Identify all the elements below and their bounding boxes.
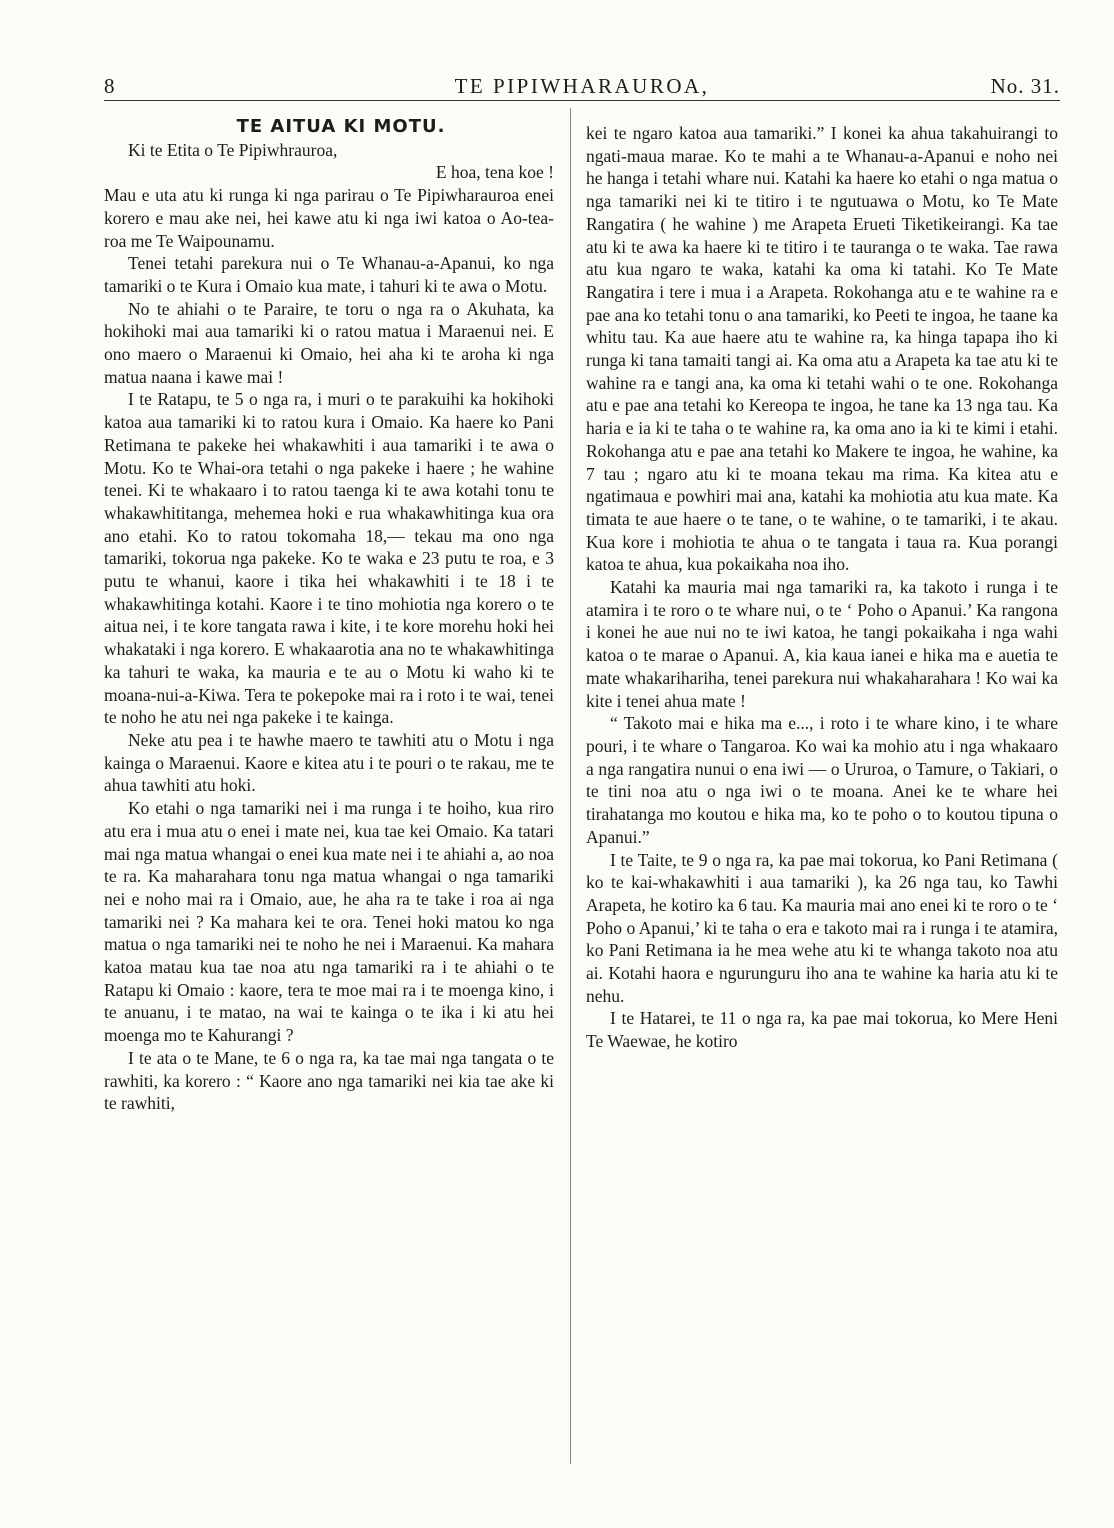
column-divider — [570, 108, 571, 1464]
paragraph: Ko etahi o nga tamariki nei i ma runga i te hoiho, kua riro atu era i mua atu o enei i mate nei, kua tae kei Omaio. Ka tatari mai nga matua whangai o enei kua mate nei i te ahiahi a, ao noa te ra. Ka maharahara tonu nga matua whangai o nga tamariki nei e noho mai ra i Omaio, aue, he aha ra te take i roa ai nga tamariki nei ? Ka mahara kei te ora. Tenei hoki matou ko nga matua o nga tamariki nei te noho he nei i Maraenui. Ka mahara katoa matau kua tae noa atu nga tamariki ra i te ahiahi o te Ratapu ki Omaio : kaore, tera te moe mai ra i te moenga kino, i te anuanu, i te matao, na wai te kainga o te ika i ki atu hei moenga mo te Kahurangi ? — [104, 798, 554, 1046]
paragraph: I te Ratapu, te 5 o nga ra, i muri o te parakuihi ka hokihoki katoa aua tamariki ki to ratou kura i Omaio. Ka haere ko Pani Retimana te pakeke hei whakawhiti i aua tamariki i te awa o Motu. Ko te Whai-ora tetahi o nga pakeke i haere ; he wahine tenei. Ki te whakaaro i to ratou taenga ki te awa kotahi tonu te whakawhititanga, mehemea hoki e rua whakawhitinga kua ora ano etahi. Ko to ratou tokomaha 18,— tekau ma ono nga tamariki, tokorua nga pakeke. Ko te waka e 23 putu te roa, e 3 putu te whanui, kaore i tika hei whakawhiti i te 18 i te whakawhitinga kotahi. Kaore i te tino mohiotia nga korero o te aitua nei, i te kore tangata rawa i kite, i te kore morehu hoki hei whakataki i nga korero. E whakaarotia ana no te whakawhitinga ka tahuri te waka, ka mauria e te au o Motu ki waho ki te moana-nui-a-Kiwa. Tera te pokepoke mai ra i roto i te wai, tenei te noho he atu nei nga pakeke i te kainga. — [104, 389, 554, 728]
greeting: E hoa, tena koe ! — [435, 162, 554, 183]
paragraph: Tenei tetahi parekura nui o Te Whanau-a-Apanui, ko nga tamariki o te Kura i Omaio kua mate, i tahuri ki te awa o Motu. — [104, 253, 554, 296]
salutation: Ki te Etita o Te Pipiwhrauroa, — [128, 139, 338, 160]
paragraph: kei te ngaro katoa aua tamariki.” I konei ka ahua takahuirangi to ngati-maua marae. Ko te mahi a te Whanau-a-Apanui e noho nei he hanga i tetahi whare nui. Katahi ka haere ko etahi o nga matua o nga tamariki nei ki te titiro i te ngutuawa o Motu, ko Te Mate Rangatira ( he wahine ) me Arapeta Erueti Tiketikeirangi. Ka tae atu ki te awa ka haere ki te titiro i te tauranga o te waka. Tae rawa atu kua ngaro te waka, katahi ka oma ki tatahi. Ko Te Mate Rangatira i tere i mua i a Arapeta. Rokohanga atu e te wahine ra e pae ana ko tetahi tonu o ana tamariki, ko Peeti te ingoa, he taane ka whitu tau. Ka aue haere atu te wahine ra, ka hinga tapapa iho ki runga ki tana tamaiti tangi ai. Ka oma atu a Arapeta ka tae atu ki te wahine ra e tangi ana, ka oma ki tetahi wahi o te one. Rokohanga atu e pae ana tetahi ko Kereopa te ingoa, he tane ka 13 nga tau. Ka haria e ia ki te taha o te wahine ra, ka oma ano ia ki te kimi i etahi. Rokohanga atu e pae ana tetahi ko Makere te ingoa, he wahine, ka 7 tau ; ngaro atu ki te moana tekau ma rima. Ka kitea atu e ngatimaua e powhiri mai ana, katahi ka mohiotia atu kua mate. Ka timata te aue haere o te tane, o te wahine, o te tamariki, i te akau. Kua kore i mohiotia te ahua o te tangata i taua ra. Kua porangi katoa te ahua, kua pokaikaha noa iho. — [586, 123, 1058, 575]
page-number: 8 — [104, 74, 115, 98]
paragraph: I te Taite, te 9 o nga ra, ka pae mai tokorua, ko Pani Retimana ( ko te kai-whakawhiti i aua tamariki ), ka 26 nga tau, ko Tawhi Arapeta, he kotiro ka 6 tau. Ka mauria mai ano enei ki te roro o te ‘ Poho o Apanui,’ ki te taha o era e takoto mai ra i runga i te atamira, ko Pani Retimana ia he mea wehe atu ki te whanga takoto noa atu ai. Kotahi haora e ngurunguru iho ana te wahine ka haria atu ki te nehu. — [586, 849, 1058, 1006]
article-title: TE AITUA KI MOTU. — [236, 116, 446, 137]
issue-number: No. 31. — [990, 74, 1060, 98]
paragraph: Neke atu pea i te hawhe maero te tawhiti atu o Motu i nga kainga o Maraenui. Kaore e kitea atu i te pouri o te rakau, me te ahua tawhiti atu hoki. — [104, 729, 554, 796]
paragraph: Katahi ka mauria mai nga tamariki ra, ka takoto i runga i te atamira i te roro o te whare nui, o te ‘ Poho o Apanui.’ Ka rangona i konei he aue nui no te iwi katoa, he tangi pokaikaha i nga wahi katoa o te marae o Apanui. A, kia kaua ianei e hika ma e auetia te mate whakarihariha, tenei parekura nui whakaharahara ! Ko wai ka kite i tenei ahua mate ! — [586, 577, 1058, 711]
paragraph: Mau e uta atu ki runga ki nga parirau o Te Pipiwharauroa enei korero e mau ake nei, hei kawe atu ki nga iwi katoa o Ao-tea-roa me Te Waipounamu. — [104, 185, 554, 251]
page-header — [104, 70, 1060, 102]
paragraph: I te Hatarei, te 11 o nga ra, ka pae mai tokorua, ko Mere Heni Te Waewae, he kotiro — [586, 1008, 1058, 1052]
left-column — [104, 116, 554, 1466]
right-column — [586, 122, 1058, 1472]
publication-title: TE PIPIWHARAUROA, — [454, 74, 710, 98]
paragraph: I te ata o te Mane, te 6 o nga ra, ka tae mai nga tangata o te rawhiti, ka korero : “ Kaore ano nga tamariki nei kia tae ake ki te rawhiti, — [104, 1047, 554, 1114]
paragraph: “ Takoto mai e hika ma e..., i roto i te whare kino, i te whare pouri, i te whare o Tangaroa. Ko wai ka mohio atu i nga whakaaro a nga rangatira nunui o ena iwi — o Ururoa, o Tamure, o Takiari, o te tini noa atu o nga iwi o te moana. Anei ke te whare hei tirahatanga mo koutou e hika ma, ko te poho o to koutou tipuna o Apanui.” — [586, 713, 1058, 847]
header-rule — [104, 100, 1060, 101]
paragraph: No te ahiahi o te Paraire, te toru o nga ra o Akuhata, ka hokihoki mai aua tamariki ki o ratou matua i Maraenui nei. E ono maero o Maraenui ki Omaio, hei aha ki te aroha ki nga matua naana i kawe mai ! — [104, 298, 554, 387]
